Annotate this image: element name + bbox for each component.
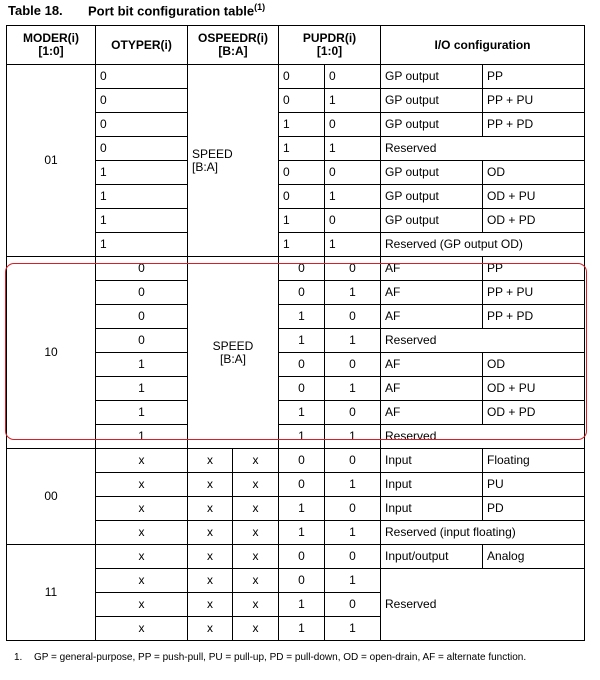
pupdr-bit1-cell: 1 xyxy=(279,425,325,449)
pupdr-bit1-cell: 0 xyxy=(279,281,325,305)
table-caption xyxy=(8,2,265,18)
pupdr-bit1-cell: 0 xyxy=(279,449,325,473)
pupdr-bit0-cell: 1 xyxy=(325,425,381,449)
otyper-cell: 1 xyxy=(96,401,188,425)
pupdr-bit0-cell: 1 xyxy=(325,521,381,545)
otyper-cell: x xyxy=(96,449,188,473)
table-row xyxy=(7,65,585,89)
otyper-cell: 0 xyxy=(96,65,188,89)
otyper-cell: 0 xyxy=(96,329,188,353)
ospeedr-a-cell: x xyxy=(233,449,279,473)
io-config-reserved-cell: Reserved xyxy=(381,569,585,641)
io-mode-cell: Analog xyxy=(483,545,585,569)
ospeedr-a-cell: x xyxy=(233,497,279,521)
ospeedr-b-cell: x xyxy=(188,473,233,497)
pupdr-bit1-cell: 0 xyxy=(279,353,325,377)
pupdr-bit0-cell: 0 xyxy=(325,353,381,377)
ospeedr-b-cell: x xyxy=(188,569,233,593)
otyper-cell: x xyxy=(96,545,188,569)
table-row xyxy=(7,545,585,569)
pupdr-bit1-cell: 1 xyxy=(279,113,325,137)
moder-cell: 10 xyxy=(7,257,96,449)
pupdr-bit0-cell: 1 xyxy=(325,473,381,497)
io-mode-cell: PP + PD xyxy=(483,305,585,329)
header-pupdr: PUPDR(i) [1:0] xyxy=(279,26,381,65)
io-mode-cell: PP + PU xyxy=(483,89,585,113)
otyper-cell: 0 xyxy=(96,305,188,329)
otyper-cell: 1 xyxy=(96,209,188,233)
io-mode-cell: PD xyxy=(483,497,585,521)
io-mode-cell: OD + PD xyxy=(483,401,585,425)
io-config-cell: AF xyxy=(381,401,483,425)
pupdr-bit0-cell: 0 xyxy=(325,545,381,569)
io-config-cell: GP output xyxy=(381,161,483,185)
table-row xyxy=(7,449,585,473)
moder-cell: 01 xyxy=(7,65,96,257)
io-mode-cell: PP xyxy=(483,65,585,89)
pupdr-bit1-cell: 1 xyxy=(279,233,325,257)
pupdr-bit1-cell: 1 xyxy=(279,137,325,161)
io-mode-cell: OD xyxy=(483,161,585,185)
pupdr-bit1-cell: 0 xyxy=(279,89,325,113)
pupdr-bit1-cell: 1 xyxy=(279,521,325,545)
io-config-cell: Reserved (input floating) xyxy=(381,521,585,545)
pupdr-bit0-cell: 1 xyxy=(325,281,381,305)
otyper-cell: x xyxy=(96,497,188,521)
header-otyper: OTYPER(i) xyxy=(96,26,188,65)
io-config-cell: GP output xyxy=(381,185,483,209)
otyper-cell: x xyxy=(96,569,188,593)
io-config-cell: AF xyxy=(381,281,483,305)
ospeedr-a-cell: x xyxy=(233,545,279,569)
otyper-cell: 1 xyxy=(96,161,188,185)
pupdr-bit0-cell: 0 xyxy=(325,257,381,281)
ospeedr-speed-cell: SPEED [B:A] xyxy=(188,257,279,449)
pupdr-bit1-cell: 1 xyxy=(279,305,325,329)
io-mode-cell: OD + PU xyxy=(483,377,585,401)
ospeedr-b-cell: x xyxy=(188,521,233,545)
io-mode-cell: PP + PD xyxy=(483,113,585,137)
otyper-cell: 0 xyxy=(96,113,188,137)
io-config-cell: GP output xyxy=(381,113,483,137)
pupdr-bit1-cell: 1 xyxy=(279,401,325,425)
pupdr-bit0-cell: 1 xyxy=(325,89,381,113)
footnote-text: GP = general-purpose, PP = push-pull, PU = pull-up, PD = pull-down, OD = open-drain, AF = alternate function. xyxy=(34,652,527,663)
pupdr-bit1-cell: 0 xyxy=(279,473,325,497)
pupdr-bit1-cell: 0 xyxy=(279,569,325,593)
pupdr-bit1-cell: 1 xyxy=(279,497,325,521)
io-config-cell: Reserved (GP output OD) xyxy=(381,233,585,257)
otyper-cell: x xyxy=(96,617,188,641)
io-mode-cell: Floating xyxy=(483,449,585,473)
otyper-cell: x xyxy=(96,473,188,497)
io-config-cell: Input xyxy=(381,497,483,521)
otyper-cell: x xyxy=(96,521,188,545)
otyper-cell: 0 xyxy=(96,89,188,113)
pupdr-bit1-cell: 0 xyxy=(279,161,325,185)
ospeedr-b-cell: x xyxy=(188,449,233,473)
ospeedr-b-cell: x xyxy=(188,497,233,521)
pupdr-bit0-cell: 1 xyxy=(325,569,381,593)
pupdr-bit0-cell: 1 xyxy=(325,185,381,209)
io-config-cell: GP output xyxy=(381,209,483,233)
pupdr-bit1-cell: 1 xyxy=(279,617,325,641)
pupdr-bit0-cell: 1 xyxy=(325,137,381,161)
header-moder: MODER(i) [1:0] xyxy=(7,26,96,65)
pupdr-bit0-cell: 0 xyxy=(325,401,381,425)
port-bit-configuration-table xyxy=(6,25,585,641)
ospeedr-b-cell: x xyxy=(188,545,233,569)
io-config-cell: Reserved xyxy=(381,425,585,449)
ospeedr-a-cell: x xyxy=(233,473,279,497)
otyper-cell: 1 xyxy=(96,233,188,257)
otyper-cell: x xyxy=(96,593,188,617)
pupdr-bit0-cell: 0 xyxy=(325,65,381,89)
io-config-cell: Reserved xyxy=(381,329,585,353)
pupdr-bit0-cell: 0 xyxy=(325,161,381,185)
otyper-cell: 1 xyxy=(96,185,188,209)
caption-note-ref: (1) xyxy=(254,2,266,12)
moder-cell: 11 xyxy=(7,545,96,641)
ospeedr-a-cell: x xyxy=(233,521,279,545)
header-ospeedr: OSPEEDR(i) [B:A] xyxy=(188,26,279,65)
table-title: Port bit configuration table xyxy=(88,3,255,19)
pupdr-bit0-cell: 0 xyxy=(325,305,381,329)
ospeedr-a-cell: x xyxy=(233,569,279,593)
ospeedr-b-cell: x xyxy=(188,593,233,617)
pupdr-bit1-cell: 0 xyxy=(279,257,325,281)
otyper-cell: 0 xyxy=(96,257,188,281)
table-number: Table 18. xyxy=(8,3,63,19)
pupdr-bit0-cell: 1 xyxy=(325,377,381,401)
pupdr-bit0-cell: 1 xyxy=(325,617,381,641)
otyper-cell: 1 xyxy=(96,425,188,449)
moder-cell: 00 xyxy=(7,449,96,545)
pupdr-bit1-cell: 1 xyxy=(279,593,325,617)
pupdr-bit0-cell: 0 xyxy=(325,497,381,521)
io-config-cell: AF xyxy=(381,257,483,281)
pupdr-bit0-cell: 0 xyxy=(325,449,381,473)
pupdr-bit0-cell: 0 xyxy=(325,593,381,617)
io-config-cell: Input xyxy=(381,449,483,473)
otyper-cell: 1 xyxy=(96,353,188,377)
otyper-cell: 0 xyxy=(96,137,188,161)
io-mode-cell: OD + PD xyxy=(483,209,585,233)
ospeedr-b-cell: x xyxy=(188,617,233,641)
io-config-cell: AF xyxy=(381,377,483,401)
pupdr-bit0-cell: 0 xyxy=(325,113,381,137)
footnote-number: 1. xyxy=(14,652,23,663)
io-config-cell: GP output xyxy=(381,65,483,89)
table-footnote xyxy=(14,652,584,664)
otyper-cell: 0 xyxy=(96,281,188,305)
pupdr-bit1-cell: 0 xyxy=(279,377,325,401)
io-config-cell: GP output xyxy=(381,89,483,113)
pupdr-bit0-cell: 0 xyxy=(325,209,381,233)
otyper-cell: 1 xyxy=(96,377,188,401)
io-mode-cell: PP + PU xyxy=(483,281,585,305)
io-config-cell: Input xyxy=(381,473,483,497)
pupdr-bit1-cell: 0 xyxy=(279,185,325,209)
io-mode-cell: PP xyxy=(483,257,585,281)
io-config-cell: AF xyxy=(381,353,483,377)
pupdr-bit0-cell: 1 xyxy=(325,233,381,257)
ospeedr-a-cell: x xyxy=(233,617,279,641)
pupdr-bit1-cell: 1 xyxy=(279,329,325,353)
pupdr-bit1-cell: 0 xyxy=(279,545,325,569)
pupdr-bit1-cell: 0 xyxy=(279,65,325,89)
pupdr-bit0-cell: 1 xyxy=(325,329,381,353)
header-io-configuration: I/O configuration xyxy=(381,26,585,65)
pupdr-bit1-cell: 1 xyxy=(279,209,325,233)
table-row xyxy=(7,257,585,281)
io-config-cell: AF xyxy=(381,305,483,329)
io-config-cell: Input/output xyxy=(381,545,483,569)
io-mode-cell: OD + PU xyxy=(483,185,585,209)
io-mode-cell: PU xyxy=(483,473,585,497)
ospeedr-a-cell: x xyxy=(233,593,279,617)
io-config-cell: Reserved xyxy=(381,137,585,161)
header-row xyxy=(7,26,585,65)
ospeedr-speed-cell: SPEED [B:A] xyxy=(188,65,279,257)
io-mode-cell: OD xyxy=(483,353,585,377)
